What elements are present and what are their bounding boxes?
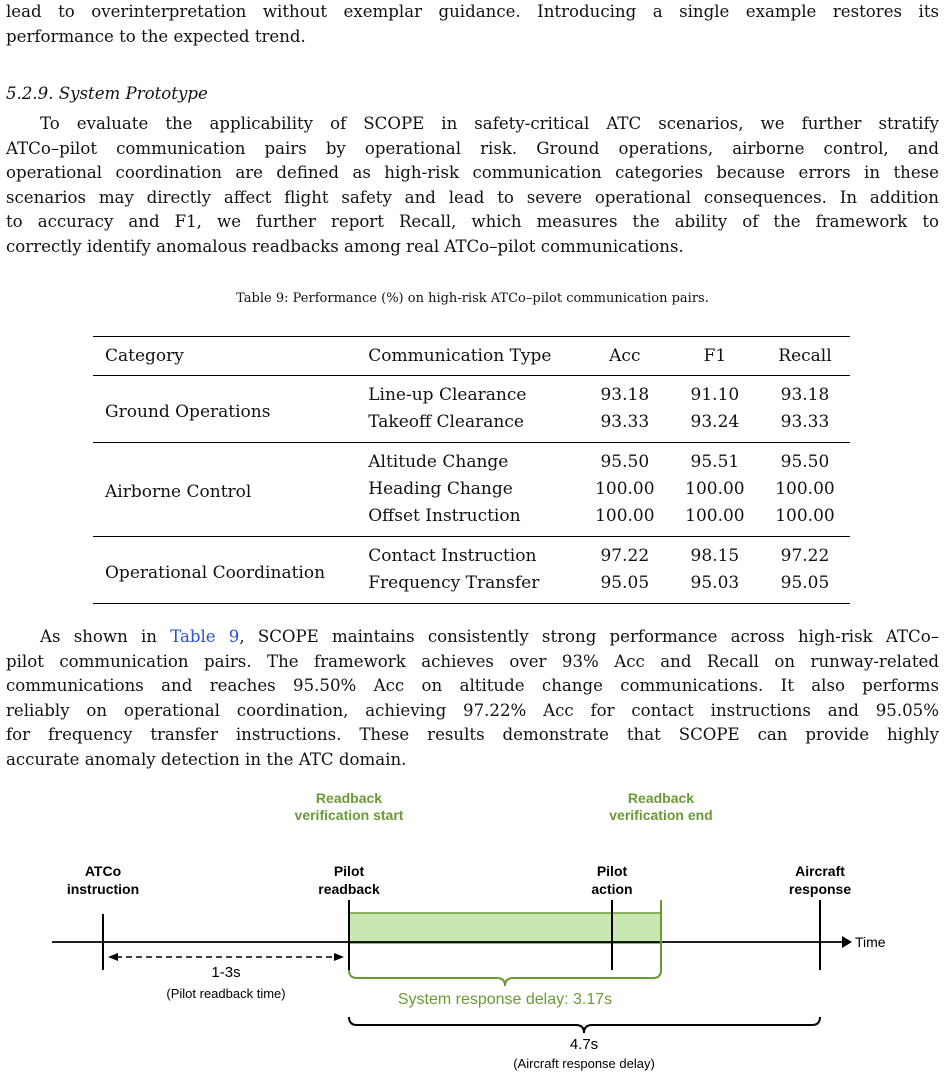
pilot-action-label-2: action (591, 881, 633, 897)
performance-table (93, 336, 850, 604)
text-span: , SCOPE maintains consistently strong performance across high-risk ATCo– (239, 627, 939, 646)
f1-cell: 93.24 (670, 409, 760, 443)
header-acc: Acc (580, 337, 670, 376)
acc-cell: 100.00 (595, 479, 655, 499)
f1-cell: 100.00 (670, 503, 760, 537)
verification-end-label-1: Readback (627, 790, 695, 806)
paragraph-line: ATCo–pilot communication pairs by operational risk. Ground operations, airborne control, and (6, 138, 939, 158)
system-delay-label: System response delay: 3.17s (397, 991, 613, 1008)
header-communication-type: Communication Type (356, 337, 580, 376)
paragraph-line: operational coordination are defined as high-risk communication categories because errors in these (6, 163, 939, 182)
recall-cell: 95.50 (780, 452, 830, 472)
paragraph-line: to accuracy and F1, we further report Recall, which measures the ability of the framework to (6, 212, 939, 231)
recall-cell: 93.33 (760, 409, 850, 443)
f1-cell: 98.15 (690, 546, 740, 566)
table-row (93, 537, 850, 571)
header-category: Category (93, 337, 356, 376)
aircraft-delay-brace (349, 1017, 820, 1033)
recall-cell: 93.18 (780, 385, 830, 405)
section-heading: 5.2.9. System Prototype (6, 84, 208, 103)
category-cell: Operational Coordination (93, 537, 356, 604)
header-f1: F1 (670, 337, 760, 376)
timeline-figure (0, 774, 945, 1074)
verification-window (349, 913, 661, 943)
paragraph-line: accurate anomaly detection in the ATC domain. (6, 749, 407, 769)
aircraft-response-label-2: response (788, 881, 852, 897)
header-recall: Recall (760, 337, 850, 376)
readback-time-arrowhead-right (334, 953, 344, 961)
table-row (93, 376, 850, 410)
acc-cell: 100.00 (580, 503, 670, 537)
type-cell: Contact Instruction (368, 546, 537, 566)
intro-paragraph (6, 0, 939, 49)
pilot-readback-label-2: readback (318, 881, 380, 897)
f1-cell: 95.03 (670, 570, 760, 604)
recall-cell: 97.22 (780, 546, 830, 566)
category-cell: Ground Operations (93, 376, 356, 443)
type-cell: Frequency Transfer (356, 570, 580, 604)
f1-cell: 95.51 (690, 452, 740, 472)
acc-cell: 93.33 (580, 409, 670, 443)
readback-time-desc: (Pilot readback time) (166, 986, 286, 1001)
table-caption: Table 9: Performance (%) on high-risk ATCo–pilot communication pairs. (236, 291, 709, 306)
paragraph-line: To evaluate the applicability of SCOPE in safety-critical ATC scenarios, we further stratify (40, 114, 939, 133)
category-cell: Airborne Control (93, 443, 356, 537)
verification-start-label-2: verification start (294, 807, 404, 823)
atco-instruction-label-1: ATCo (84, 863, 122, 879)
atco-instruction-label-2: instruction (66, 881, 140, 897)
aircraft-response-label-1: Aircraft (795, 863, 845, 879)
type-cell: Heading Change (368, 479, 513, 499)
recall-cell: 100.00 (760, 503, 850, 537)
section-paragraph (6, 112, 939, 259)
acc-cell: 97.22 (600, 546, 650, 566)
acc-cell: 95.50 (600, 452, 650, 472)
paragraph-line: correctly identify anomalous readbacks among real ATCo–pilot communications. (6, 236, 684, 256)
table-row (93, 443, 850, 477)
time-arrowhead (842, 936, 852, 948)
acc-cell: 95.05 (580, 570, 670, 604)
aircraft-delay-value: 4.7s (569, 1036, 599, 1053)
f1-cell: 100.00 (685, 479, 745, 499)
paragraph-line: reliably on operational coordination, achieving 97.22% Acc for contact instructions and 95.05% (6, 700, 939, 720)
f1-cell: 91.10 (690, 385, 740, 405)
verification-start-label-1: Readback (315, 790, 383, 806)
paragraph-line (6, 625, 939, 650)
verification-end-label-2: verification end (609, 807, 713, 823)
readback-time-arrowhead-left (108, 953, 118, 961)
type-cell: Takeoff Clearance (356, 409, 580, 443)
results-paragraph (6, 625, 939, 772)
paragraph-line: pilot communication pairs. The framework achieves over 93% Acc and Recall on runway-related (6, 651, 939, 671)
system-delay-brace (349, 970, 661, 986)
paragraph-line: communications and reaches 95.50% Acc on altitude change communications. It also performs (6, 676, 939, 695)
type-cell: Offset Instruction (356, 503, 580, 537)
pilot-action-label-1: Pilot (596, 863, 628, 879)
text-span: As shown in (40, 627, 171, 646)
paragraph-line: for frequency transfer instructions. These results demonstrate that SCOPE can provide highly (6, 725, 939, 744)
pilot-readback-label-1: Pilot (333, 863, 365, 879)
table-header-row (93, 337, 850, 376)
time-label: Time (855, 934, 886, 950)
type-cell: Altitude Change (368, 452, 509, 472)
recall-cell: 95.05 (760, 570, 850, 604)
type-cell: Line-up Clearance (368, 385, 527, 405)
readback-time-value: 1-3s (211, 964, 241, 981)
table-9-link[interactable]: Table 9 (170, 627, 240, 646)
paragraph-line: scenarios may directly affect flight safety and lead to severe operational consequences. In addition (6, 187, 939, 207)
aircraft-delay-desc: (Aircraft response delay) (513, 1056, 655, 1071)
intro-line: lead to overinterpretation without exemplar guidance. Introducing a single example restores its (6, 2, 939, 21)
intro-line: performance to the expected trend. (6, 26, 306, 46)
acc-cell: 93.18 (600, 385, 650, 405)
recall-cell: 100.00 (775, 479, 835, 499)
